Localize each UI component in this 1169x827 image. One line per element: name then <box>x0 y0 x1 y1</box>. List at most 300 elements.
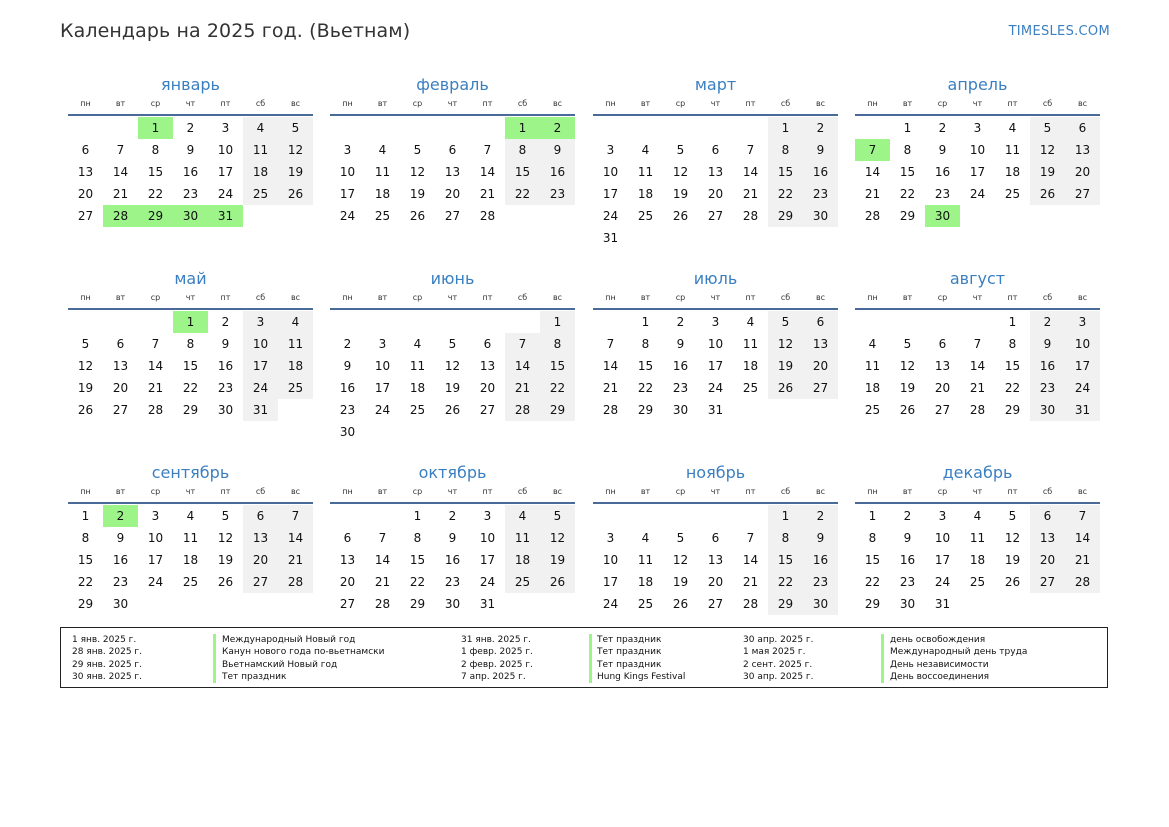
site-link[interactable]: TIMESLES.COM <box>1008 24 1110 39</box>
weekday-label: сб <box>780 487 791 496</box>
day-cell: 6 <box>938 337 947 351</box>
day-cell: 11 <box>864 359 881 373</box>
weekday-label: вс <box>552 293 563 302</box>
day-cell: 1 <box>768 117 803 139</box>
day-cell: 19 <box>77 381 94 395</box>
legend-holiday-name: Канун нового года по-вьетнамски <box>222 647 385 658</box>
weekday-label: вс <box>1077 293 1088 302</box>
weekday-label: ср <box>675 293 686 302</box>
day-cell: 19 <box>444 381 461 395</box>
empty-cell <box>400 117 435 139</box>
day-cell: 11 <box>409 359 426 373</box>
day-cell: 18 <box>1004 165 1021 179</box>
empty-cell <box>435 311 470 333</box>
day-cell: 26 <box>768 377 803 399</box>
day-cell: 7 <box>278 505 313 527</box>
weekday-label: ср <box>675 99 686 108</box>
empty-cell <box>365 117 400 139</box>
weekday-label: пн <box>867 99 878 108</box>
day-cell: 4 <box>641 531 650 545</box>
day-cell: 23 <box>217 381 234 395</box>
day-cell: 11 <box>278 333 313 355</box>
header-divider <box>855 308 1100 310</box>
day-cell: 26 <box>77 403 94 417</box>
week-row <box>68 505 313 527</box>
day-cell: 27 <box>339 597 356 611</box>
day-cell: 29 <box>540 399 575 421</box>
weekday-label: вс <box>552 487 563 496</box>
day-cell: 22 <box>637 381 654 395</box>
day-cell: 28 <box>742 597 759 611</box>
week-row <box>68 593 313 615</box>
day-cell: 14 <box>969 359 986 373</box>
header-divider <box>68 502 313 504</box>
day-cell: 14 <box>1065 527 1100 549</box>
day-cell: 19 <box>768 355 803 377</box>
month-name: октябрь <box>418 463 487 482</box>
day-cell: 11 <box>1004 143 1021 157</box>
week-row <box>330 593 575 615</box>
empty-cell <box>103 117 138 139</box>
empty-cell <box>733 505 768 527</box>
day-cell: 21 <box>602 381 619 395</box>
day-cell: 27 <box>444 209 461 223</box>
week-row <box>855 399 1100 421</box>
day-cell: 2 <box>903 509 912 523</box>
day-cell: 25 <box>243 183 278 205</box>
weekday-label: вс <box>815 293 826 302</box>
day-cell: 30 <box>899 597 916 611</box>
day-cell: 8 <box>151 143 160 157</box>
week-row <box>330 205 575 227</box>
day-cell: 25 <box>637 597 654 611</box>
day-cell: 10 <box>1065 333 1100 355</box>
day-cell: 9 <box>221 337 230 351</box>
legend-date: 1 февр. 2025 г. <box>461 647 533 658</box>
weekday-label: сб <box>1042 293 1053 302</box>
month-8 <box>68 462 313 615</box>
weekday-label: чт <box>972 293 983 302</box>
day-cell: 13 <box>803 333 838 355</box>
day-cell: 25 <box>409 403 426 417</box>
weekday-label: пт <box>745 293 756 302</box>
weekday-header <box>855 97 1100 111</box>
day-cell: 10 <box>243 333 278 355</box>
day-cell: 23 <box>803 571 838 593</box>
month-3 <box>855 74 1100 227</box>
day-cell: 24 <box>479 575 496 589</box>
weekday-label: сб <box>517 487 528 496</box>
holiday-day: 29 <box>138 205 173 227</box>
day-cell: 17 <box>707 359 724 373</box>
month-11 <box>855 462 1100 615</box>
day-cell: 21 <box>505 377 540 399</box>
day-cell: 8 <box>413 531 422 545</box>
weekday-label: чт <box>710 99 721 108</box>
weekday-label: ср <box>412 487 423 496</box>
week-row <box>68 399 313 421</box>
weekday-label: вс <box>815 99 826 108</box>
legend-color-bar <box>213 634 216 683</box>
day-cell: 19 <box>540 549 575 571</box>
weekday-header <box>593 485 838 499</box>
day-cell: 4 <box>641 143 650 157</box>
day-cell: 18 <box>505 549 540 571</box>
legend-name-column <box>890 634 1027 684</box>
day-cell: 2 <box>803 117 838 139</box>
legend-color-bar <box>881 634 884 683</box>
legend-date: 30 апр. 2025 г. <box>743 672 814 683</box>
empty-cell <box>733 117 768 139</box>
weekday-label: вс <box>290 487 301 496</box>
weekday-label: вт <box>640 487 651 496</box>
day-cell: 31 <box>243 399 278 421</box>
week-row <box>330 355 575 377</box>
day-cell: 31 <box>934 597 951 611</box>
day-cell: 31 <box>707 403 724 417</box>
day-cell: 15 <box>768 549 803 571</box>
day-cell: 1 <box>641 315 650 329</box>
week-row <box>593 333 838 355</box>
week-row <box>593 161 838 183</box>
day-cell: 25 <box>182 575 199 589</box>
day-cell: 1 <box>868 509 877 523</box>
weekday-label: пт <box>1007 99 1018 108</box>
empty-cell <box>138 311 173 333</box>
holiday-day: 1 <box>505 117 540 139</box>
day-cell: 10 <box>707 337 724 351</box>
day-cell: 23 <box>112 575 129 589</box>
holiday-day: 30 <box>925 205 960 227</box>
week-row <box>330 399 575 421</box>
week-row <box>593 117 838 139</box>
day-cell: 11 <box>374 165 391 179</box>
holiday-day: 30 <box>173 205 208 227</box>
day-cell: 6 <box>711 531 720 545</box>
day-cell: 10 <box>217 143 234 157</box>
legend-date: 2 сент. 2025 г. <box>743 659 813 670</box>
week-row <box>855 161 1100 183</box>
week-row <box>593 399 838 421</box>
weekday-label: сб <box>255 487 266 496</box>
day-cell: 28 <box>742 209 759 223</box>
day-cell: 7 <box>378 531 387 545</box>
week-row <box>593 571 838 593</box>
day-cell: 8 <box>540 333 575 355</box>
day-cell: 23 <box>1030 377 1065 399</box>
day-cell: 26 <box>444 403 461 417</box>
day-cell: 2 <box>448 509 457 523</box>
weekday-label: сб <box>517 99 528 108</box>
day-cell: 21 <box>742 575 759 589</box>
day-cell: 22 <box>540 377 575 399</box>
header-divider <box>593 114 838 116</box>
day-cell: 14 <box>602 359 619 373</box>
weekday-label: чт <box>710 487 721 496</box>
day-cell: 22 <box>1004 381 1021 395</box>
day-cell: 1 <box>903 121 912 135</box>
weekday-label: пт <box>482 99 493 108</box>
day-cell: 8 <box>1008 337 1017 351</box>
day-cell: 16 <box>934 165 951 179</box>
day-cell: 30 <box>217 403 234 417</box>
day-cell: 15 <box>637 359 654 373</box>
week-row <box>855 549 1100 571</box>
weekday-label: пт <box>1007 293 1018 302</box>
week-row <box>593 183 838 205</box>
day-cell: 5 <box>448 337 457 351</box>
day-cell: 2 <box>1030 311 1065 333</box>
holiday-legend <box>60 627 1108 688</box>
day-cell: 20 <box>707 575 724 589</box>
week-row <box>68 355 313 377</box>
day-cell: 27 <box>1030 571 1065 593</box>
month-5 <box>330 268 575 443</box>
day-cell: 4 <box>505 505 540 527</box>
month-name: январь <box>161 75 220 94</box>
day-cell: 9 <box>803 139 838 161</box>
day-cell: 3 <box>606 143 615 157</box>
day-cell: 4 <box>278 311 313 333</box>
week-row <box>330 333 575 355</box>
legend-date: 28 янв. 2025 г. <box>72 647 142 658</box>
week-row <box>593 527 838 549</box>
day-cell: 17 <box>602 575 619 589</box>
month-1 <box>330 74 575 227</box>
day-cell: 7 <box>1065 505 1100 527</box>
day-cell: 17 <box>934 553 951 567</box>
day-cell: 21 <box>112 187 129 201</box>
month-name: апрель <box>947 75 1008 94</box>
day-cell: 25 <box>278 377 313 399</box>
weekday-header <box>330 291 575 305</box>
day-cell: 18 <box>864 381 881 395</box>
weekday-label: ср <box>675 487 686 496</box>
header-divider <box>330 114 575 116</box>
weekday-label: пн <box>867 293 878 302</box>
month-name: июнь <box>430 269 475 288</box>
week-row <box>330 377 575 399</box>
day-cell: 9 <box>938 143 947 157</box>
legend-holiday-name: Международный Новый год <box>222 635 356 645</box>
day-cell: 18 <box>278 355 313 377</box>
day-cell: 20 <box>444 187 461 201</box>
day-cell: 3 <box>378 337 387 351</box>
legend-holiday-name: день освобождения <box>890 635 986 645</box>
day-cell: 15 <box>505 161 540 183</box>
day-cell: 22 <box>182 381 199 395</box>
day-cell: 30 <box>803 593 838 615</box>
day-cell: 14 <box>112 165 129 179</box>
day-cell: 24 <box>934 575 951 589</box>
weekday-label: вт <box>115 99 126 108</box>
weekday-label: пн <box>605 99 616 108</box>
week-row <box>330 571 575 593</box>
day-cell: 5 <box>413 143 422 157</box>
day-cell: 8 <box>903 143 912 157</box>
day-cell: 13 <box>1065 139 1100 161</box>
day-cell: 13 <box>1030 527 1065 549</box>
month-10 <box>593 462 838 615</box>
empty-cell <box>68 117 103 139</box>
holiday-day: 1 <box>173 311 208 333</box>
day-cell: 17 <box>602 187 619 201</box>
day-cell: 25 <box>374 209 391 223</box>
holiday-day: 1 <box>138 117 173 139</box>
holiday-day: 28 <box>103 205 138 227</box>
weekday-label: пн <box>342 293 353 302</box>
legend-date: 30 апр. 2025 г. <box>743 635 814 645</box>
weekday-label: вт <box>115 293 126 302</box>
legend-date: 1 мая 2025 г. <box>743 647 806 658</box>
legend-holiday-name: День воссоединения <box>890 672 990 683</box>
day-cell: 8 <box>868 531 877 545</box>
day-cell: 10 <box>147 531 164 545</box>
day-cell: 25 <box>864 403 881 417</box>
month-0 <box>68 74 313 227</box>
holiday-day: 7 <box>855 139 890 161</box>
day-cell: 27 <box>707 597 724 611</box>
day-cell: 29 <box>864 597 881 611</box>
day-cell: 24 <box>374 403 391 417</box>
day-cell: 24 <box>707 381 724 395</box>
day-cell: 12 <box>672 165 689 179</box>
day-cell: 7 <box>746 531 755 545</box>
month-4 <box>68 268 313 421</box>
day-cell: 15 <box>768 161 803 183</box>
day-cell: 26 <box>1030 183 1065 205</box>
day-cell: 10 <box>602 553 619 567</box>
day-cell: 3 <box>1065 311 1100 333</box>
empty-cell <box>330 117 365 139</box>
day-cell: 10 <box>479 531 496 545</box>
day-cell: 1 <box>540 311 575 333</box>
week-row <box>855 205 1100 227</box>
day-cell: 28 <box>147 403 164 417</box>
weekday-label: сб <box>780 99 791 108</box>
legend-date: 29 янв. 2025 г. <box>72 659 142 670</box>
day-cell: 15 <box>864 553 881 567</box>
day-cell: 13 <box>707 165 724 179</box>
weekday-header <box>593 97 838 111</box>
day-cell: 9 <box>676 337 685 351</box>
day-cell: 21 <box>278 549 313 571</box>
header-divider <box>593 502 838 504</box>
day-cell: 12 <box>899 359 916 373</box>
day-cell: 17 <box>339 187 356 201</box>
week-row <box>68 333 313 355</box>
empty-cell <box>330 505 365 527</box>
week-row <box>68 139 313 161</box>
day-cell: 22 <box>147 187 164 201</box>
empty-cell <box>855 311 890 333</box>
day-cell: 12 <box>409 165 426 179</box>
day-cell: 15 <box>409 553 426 567</box>
day-cell: 10 <box>934 531 951 545</box>
day-cell: 29 <box>768 205 803 227</box>
legend-date: 30 янв. 2025 г. <box>72 672 142 683</box>
day-cell: 25 <box>1004 187 1021 201</box>
day-cell: 3 <box>343 143 352 157</box>
week-row <box>855 527 1100 549</box>
weekday-label: вс <box>1077 99 1088 108</box>
weekday-label: вт <box>902 487 913 496</box>
day-cell: 6 <box>1030 505 1065 527</box>
day-cell: 3 <box>973 121 982 135</box>
day-cell: 27 <box>479 403 496 417</box>
day-cell: 23 <box>444 575 461 589</box>
weekday-label: сб <box>255 99 266 108</box>
weekday-label: пн <box>80 487 91 496</box>
day-cell: 23 <box>899 575 916 589</box>
day-cell: 21 <box>1065 549 1100 571</box>
legend-date-column <box>461 634 533 684</box>
day-cell: 2 <box>186 121 195 135</box>
week-row <box>855 377 1100 399</box>
day-cell: 16 <box>217 359 234 373</box>
day-cell: 15 <box>77 553 94 567</box>
week-row <box>330 421 575 443</box>
day-cell: 21 <box>969 381 986 395</box>
legend-holiday-name: Тет праздник <box>597 659 662 670</box>
day-cell: 28 <box>969 403 986 417</box>
day-cell: 16 <box>540 161 575 183</box>
legend-date: 2 февр. 2025 г. <box>461 659 533 670</box>
day-cell: 14 <box>278 527 313 549</box>
day-cell: 30 <box>1030 399 1065 421</box>
day-cell: 2 <box>343 337 352 351</box>
day-cell: 25 <box>742 381 759 395</box>
day-cell: 6 <box>81 143 90 157</box>
empty-cell <box>593 505 628 527</box>
day-cell: 4 <box>413 337 422 351</box>
day-cell: 13 <box>112 359 129 373</box>
month-name: ноябрь <box>685 463 746 482</box>
weekday-label: чт <box>185 99 196 108</box>
legend-holiday-name: День независимости <box>890 659 989 670</box>
day-cell: 8 <box>768 527 803 549</box>
day-cell: 3 <box>938 509 947 523</box>
day-cell: 16 <box>672 359 689 373</box>
day-cell: 2 <box>221 315 230 329</box>
day-cell: 21 <box>374 575 391 589</box>
day-cell: 24 <box>969 187 986 201</box>
week-row <box>593 549 838 571</box>
day-cell: 15 <box>182 359 199 373</box>
day-cell: 5 <box>676 143 685 157</box>
day-cell: 17 <box>1065 355 1100 377</box>
day-cell: 29 <box>1004 403 1021 417</box>
day-cell: 28 <box>374 597 391 611</box>
legend-holiday-name: Hung Kings Festival <box>597 672 686 683</box>
day-cell: 7 <box>606 337 615 351</box>
week-row <box>855 117 1100 139</box>
day-cell: 5 <box>278 117 313 139</box>
day-cell: 24 <box>602 209 619 223</box>
day-cell: 5 <box>540 505 575 527</box>
weekday-label: ср <box>412 293 423 302</box>
legend-color-bar <box>589 634 592 683</box>
header-divider <box>593 308 838 310</box>
day-cell: 3 <box>711 315 720 329</box>
day-cell: 13 <box>707 553 724 567</box>
week-row <box>593 139 838 161</box>
weekday-label: вт <box>115 487 126 496</box>
day-cell: 15 <box>899 165 916 179</box>
day-cell: 14 <box>742 165 759 179</box>
weekday-header <box>68 97 313 111</box>
day-cell: 29 <box>77 597 94 611</box>
